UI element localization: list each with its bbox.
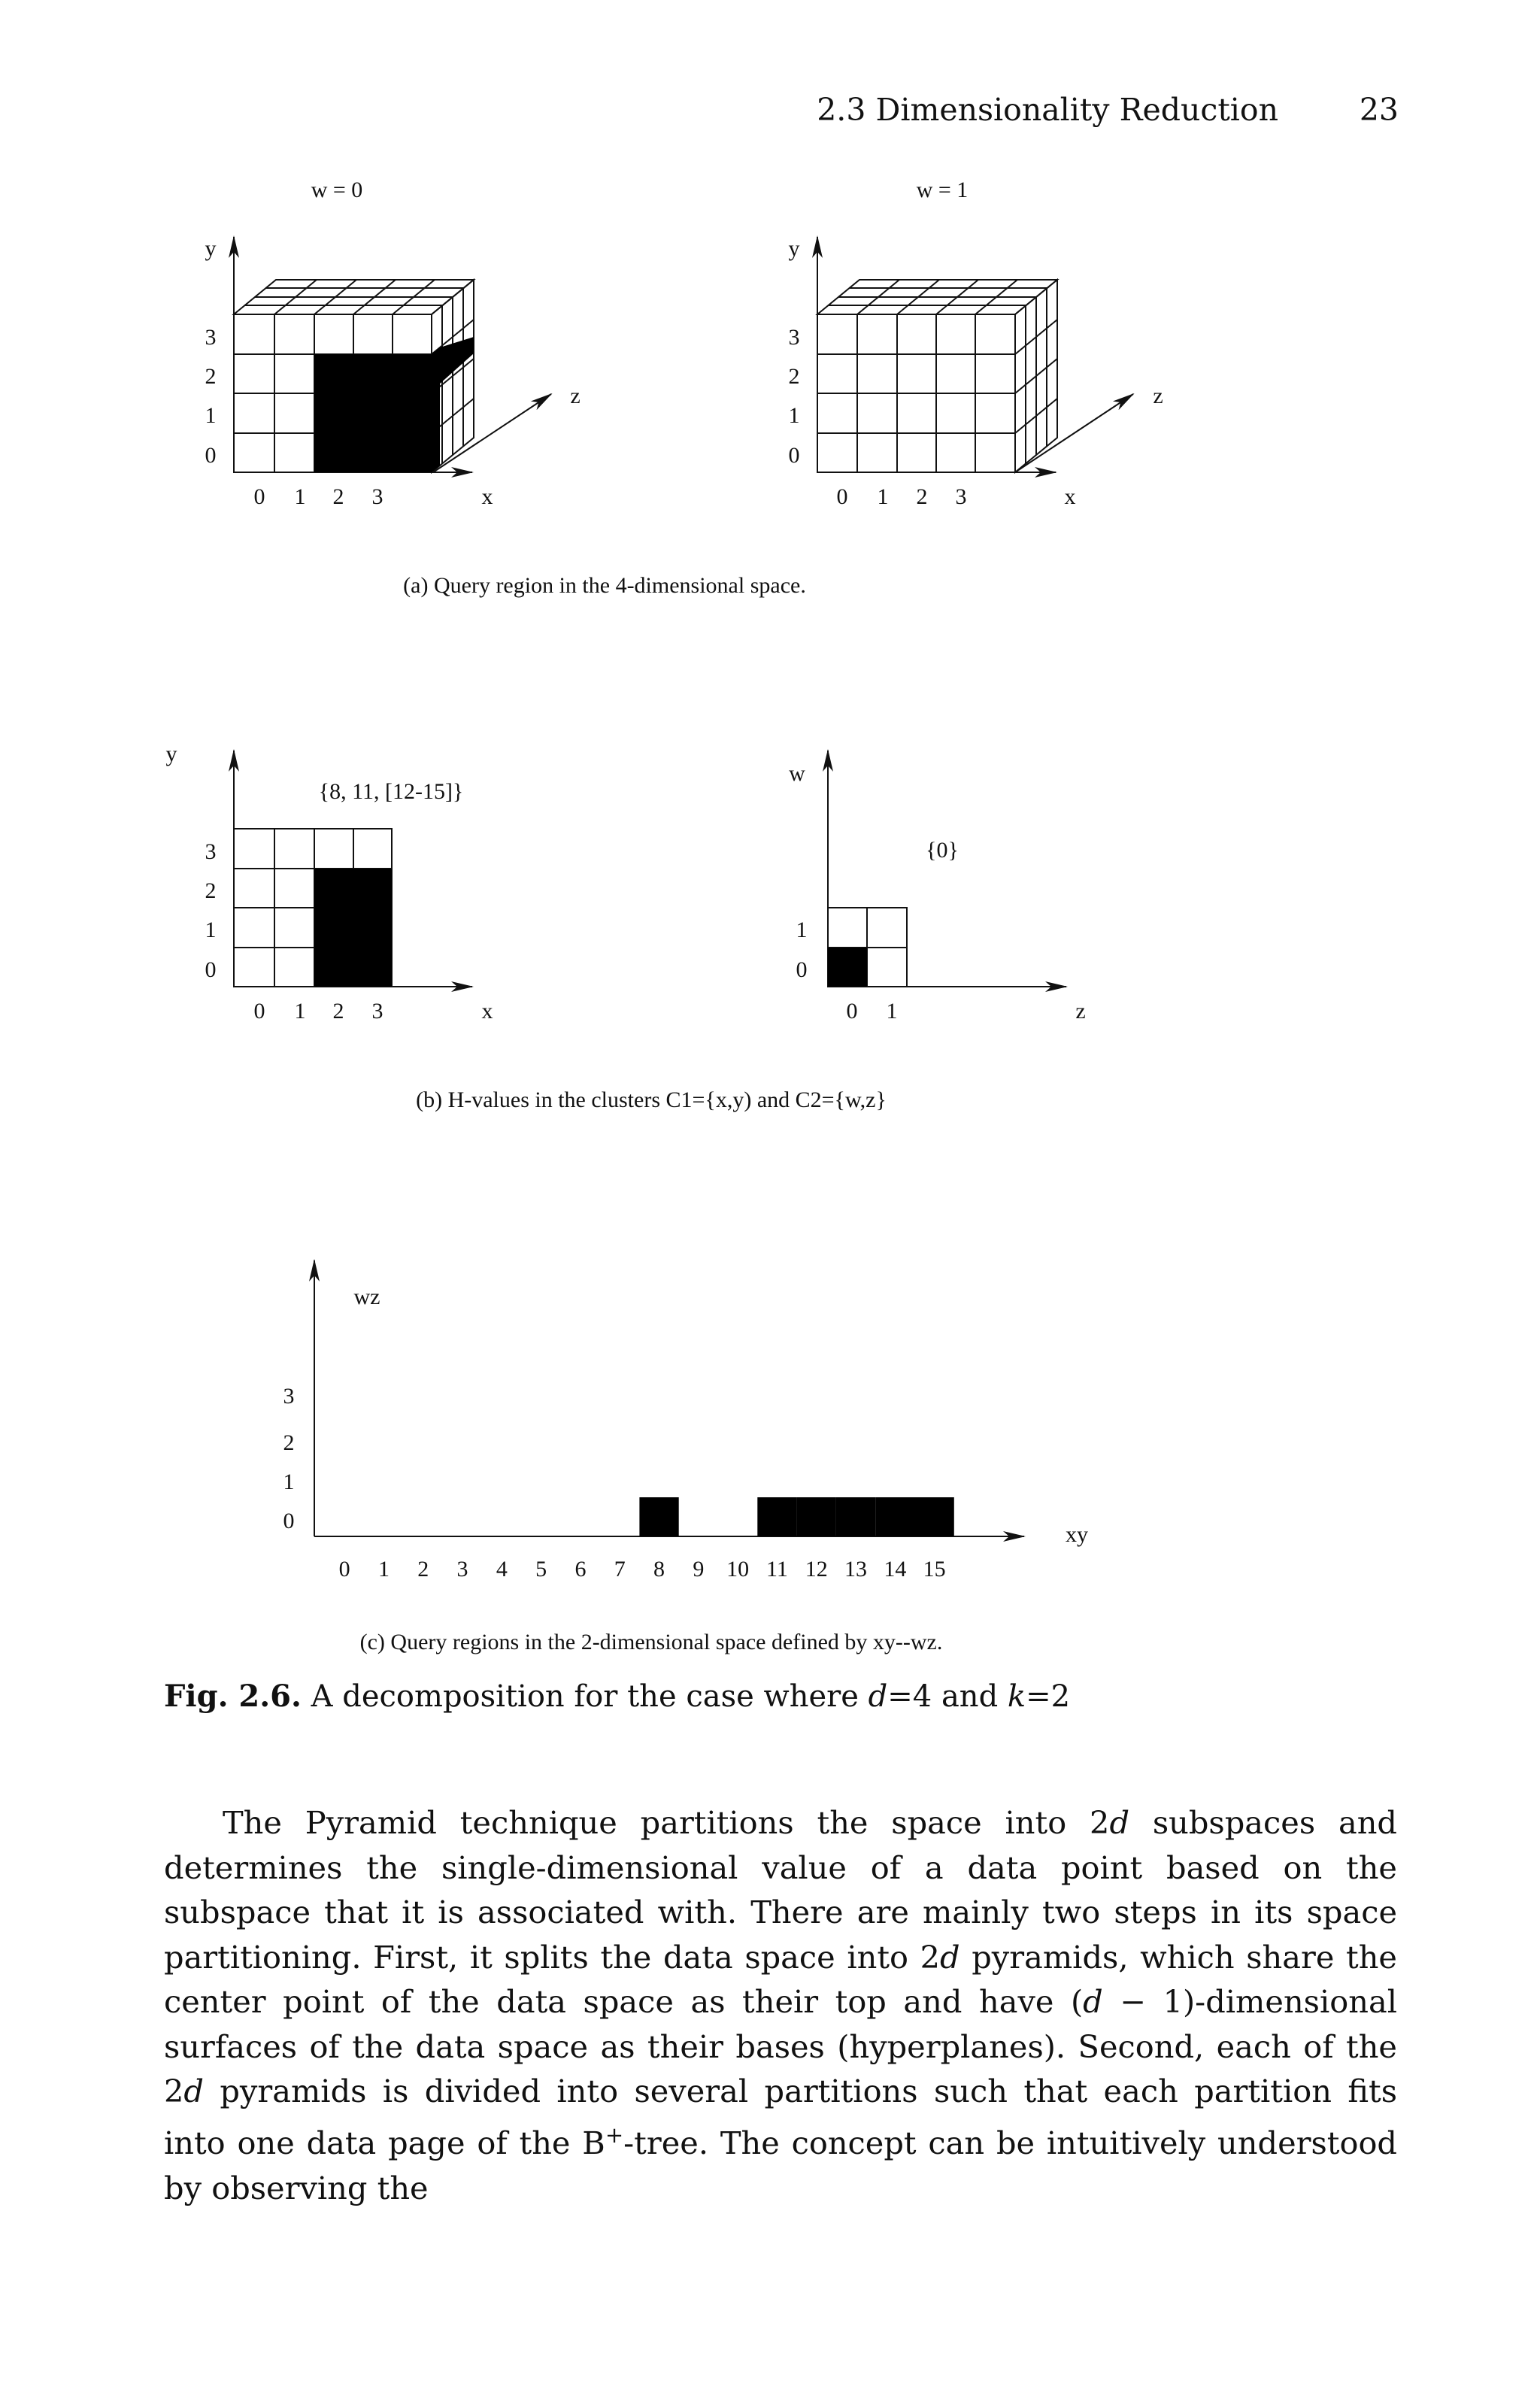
xy-tick-2: 2 [417,1557,429,1582]
y-tick-2: 2 [205,364,217,389]
x-tick-0: 0 [253,484,265,509]
xy-query-region [314,869,392,987]
xy-axis-label: xy [1066,1522,1088,1547]
xy-tick-3: 3 [456,1557,468,1582]
y-tick-3: 3 [205,839,217,864]
panel-a [205,177,1163,598]
x-tick-2: 2 [332,484,344,509]
xy-tick-7: 7 [614,1557,626,1582]
wz-tick-2: 2 [283,1430,295,1455]
z-axis-label: z [1075,999,1086,1024]
y-tick-0: 0 [205,443,217,468]
query-bar-11 [757,1497,796,1536]
panel-c-caption: (c) Query regions in the 2-dimensional space defined by xy--wz. [359,1630,943,1654]
xy-tick-4: 4 [496,1557,508,1582]
xy-tick-6: 6 [574,1557,587,1582]
w0-label: w = 0 [311,177,363,202]
xy-tick-11: 11 [766,1557,788,1582]
xy-tick-0: 0 [338,1557,350,1582]
xy-tick-10: 10 [726,1557,750,1582]
body-paragraph [164,1800,1397,2210]
panel-b-caption: (b) H-values in the clusters C1={x,y) and C2={w,z} [416,1087,887,1112]
w1-label: w = 1 [916,177,969,202]
panel-a-caption: (a) Query region in the 4-dimensional space. [403,573,806,598]
y-tick-0: 0 [205,957,217,982]
caption-text-1: A decomposition for the case where [301,1679,869,1714]
x-axis-label: x [481,484,493,509]
z-axis-label: z [1153,384,1163,408]
panel-b [166,742,1086,1112]
xy-tick-15: 15 [923,1557,946,1582]
caption-text-3: =2 [1026,1679,1071,1714]
section-title: 2.3 Dimensionality Reduction [817,92,1278,128]
figure-caption [164,1679,1397,1714]
y-axis-label: y [205,236,217,261]
x-tick-3: 3 [371,999,383,1024]
paragraph-text: The Pyramid technique partitions the space into 2d subspaces and determines the single-dimensional value of a data point based on the subspace that it is associated with. There are mainly two steps in its space partitioning. First, it splits the data space into 2d pyramids, which share the center point of the data space as their top and have (d − 1)-dimensional surfaces of the data space as their bases (hyperplanes). Second, each of the 2d pyramids is divided into several partitions such that each partition fits into one data page of the B+-tree. The concept can be intuitively understood by observing the [164,1804,1397,2206]
w-tick-0: 0 [796,957,808,982]
y-tick-2: 2 [205,878,217,903]
xy-tick-5: 5 [535,1557,547,1582]
h-values-left: {8, 11, [12-15]} [318,779,464,804]
y-tick-3: 3 [788,325,800,350]
wz-query-region [828,948,867,987]
x-axis-label: x [1064,484,1076,509]
query-bar-13 [836,1497,875,1536]
panel-c [283,1260,1089,1654]
wz-tick-1: 1 [283,1469,295,1494]
z-tick-0: 0 [846,999,858,1024]
y-tick-1: 1 [205,917,217,942]
xy-tick-14: 14 [884,1557,907,1582]
x-tick-2: 2 [916,484,928,509]
y-tick-1: 1 [205,403,217,428]
xy-ticks [339,1557,946,1582]
y-tick-1: 1 [788,403,800,428]
query-bar-12 [797,1497,836,1536]
x-tick-1: 1 [877,484,889,509]
z-axis-arrow [433,394,551,472]
x-tick-2: 2 [332,999,344,1024]
h-values-right: {0} [926,838,959,863]
xy-tick-12: 12 [805,1557,828,1582]
x-tick-3: 3 [955,484,967,509]
caption-var-d: d [868,1679,888,1714]
xy-tick-8: 8 [653,1557,665,1582]
xy-tick-1: 1 [377,1557,390,1582]
y-axis-label: y [788,236,800,261]
page-number: 23 [1359,92,1399,128]
x-tick-0: 0 [253,999,265,1024]
y-axis-label: y [165,742,177,766]
z-tick-1: 1 [886,999,898,1024]
x-tick-0: 0 [836,484,848,509]
x-tick-3: 3 [371,484,383,509]
x-tick-1: 1 [294,484,306,509]
query-bars [639,1497,953,1536]
y-tick-3: 3 [205,325,217,350]
panel-c-labels [283,1284,1089,1547]
query-region-front [314,354,432,472]
xy-tick-9: 9 [693,1557,705,1582]
y-tick-2: 2 [788,364,800,389]
figure-label: Fig. 2.6. [164,1679,302,1714]
x-axis-label: x [481,999,493,1024]
wz-tick-3: 3 [283,1384,295,1409]
caption-text-2: =4 and [887,1679,1008,1714]
query-bar-14 [875,1497,914,1536]
w-tick-1: 1 [796,917,808,942]
w-axis-label: w [789,761,805,786]
caption-var-k: k [1007,1679,1026,1714]
x-tick-1: 1 [294,999,306,1024]
y-tick-0: 0 [788,443,800,468]
query-bar-8 [639,1497,678,1536]
wz-tick-0: 0 [283,1509,295,1533]
z-axis-label: z [570,384,581,408]
wz-axis-label: wz [353,1284,380,1309]
xy-wz-axes [314,1260,1024,1536]
xy-tick-13: 13 [844,1557,868,1582]
query-bar-15 [915,1497,954,1536]
cube-w1 [817,237,1133,472]
z-axis-arrow [1015,394,1133,472]
